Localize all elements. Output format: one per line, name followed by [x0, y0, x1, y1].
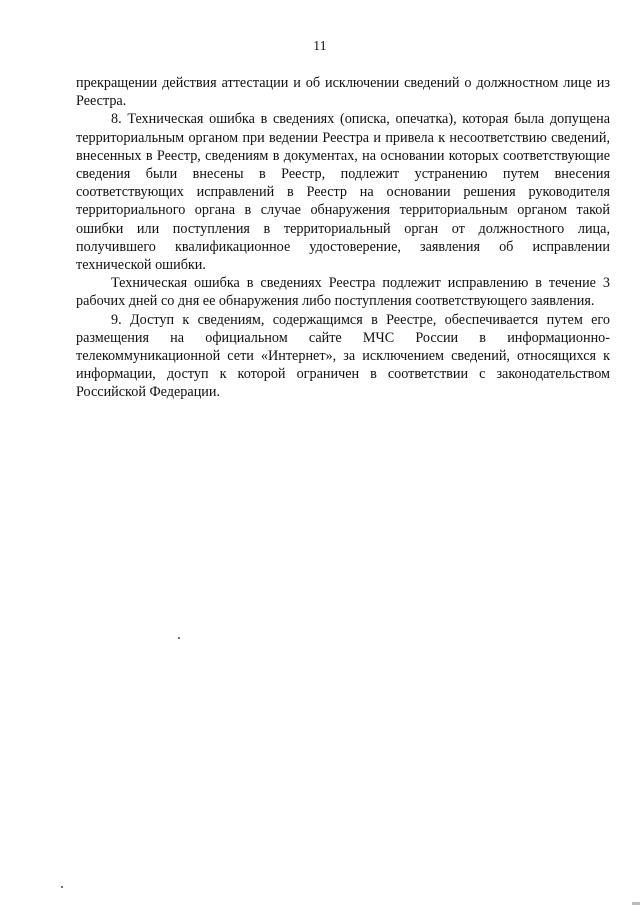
scan-speck: [178, 637, 180, 639]
paragraph-technical-error-deadline: Техническая ошибка в сведениях Реестра подлежит исправлению в течение 3 рабочих дней со дня ее обнаружения либо поступления соответствующего заявления.: [76, 275, 610, 310]
paragraph-continuation: прекращении действия аттестации и об исключении сведений о должностном лице из Реестра.: [76, 75, 610, 110]
document-body: [76, 74, 610, 402]
page-number: 11: [313, 38, 327, 53]
scan-speck: [61, 886, 63, 888]
paragraph-item-8: 8. Техническая ошибка в сведениях (описка, опечатка), которая была допущена территориальным органом при ведении Реестра и привела к несоответствию сведений, внесенных в Реестр, сведениям в документах, на основании которых соответствующие сведения были внесены в Реестр, подлежит устранению путем внесения соответствующих исправлений в Реестр на основании решения руководителя территориального органа в случае обнаружения территориальным органом такой ошибки или поступления в территориальный орган от должностного лица, получившего квалификационное удостоверение, заявления об исправлении технической ошибки.: [76, 111, 610, 274]
paragraph-item-9: 9. Доступ к сведениям, содержащимся в Реестре, обеспечивается путем его размещения на официальном сайте МЧС России в информационно-телекоммуникационной сети «Интернет», за исключением сведений, относящихся к информации, доступ к которой ограничен в соответствии с законодательством Российской Федерации.: [76, 311, 610, 401]
